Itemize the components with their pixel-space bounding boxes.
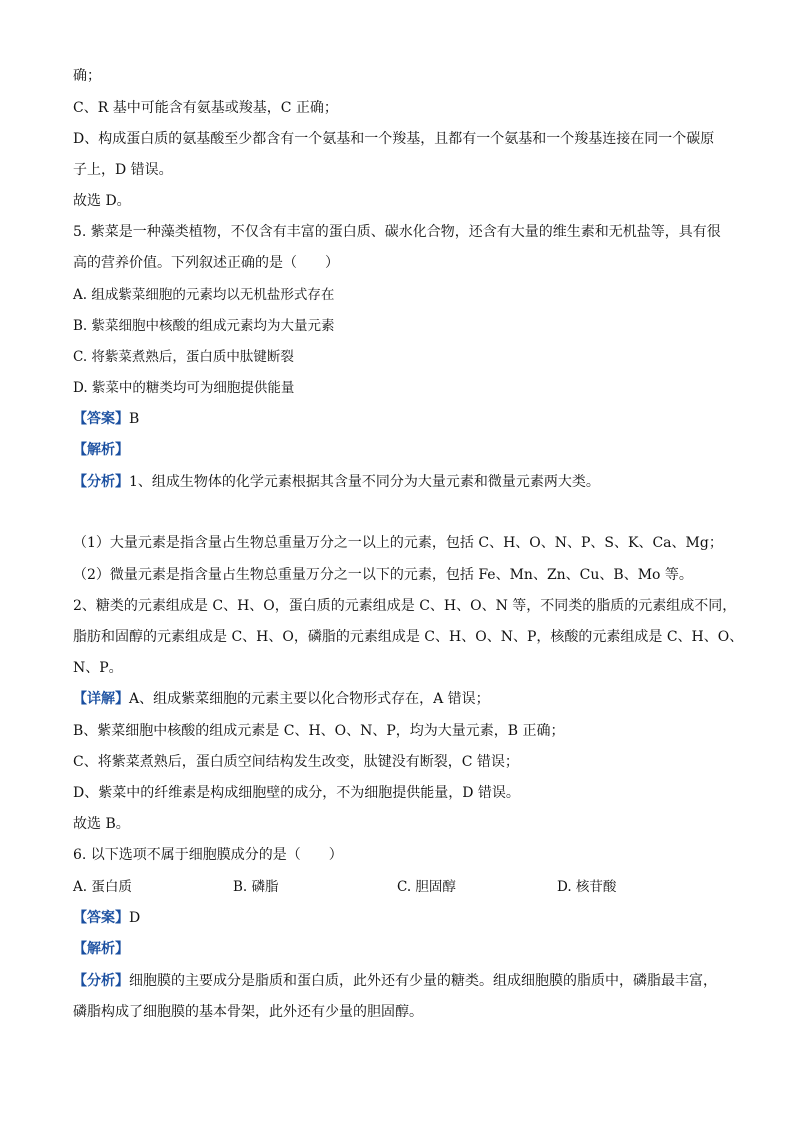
question-5-stem: 高的营养价值。下列叙述正确的是（ ） [73,255,339,271]
analysis-line: N、P。 [73,660,123,676]
question-6-option-b: B. 磷脂 [233,879,279,895]
fenxi-text: 细胞膜的主要成分是脂质和蛋白质，此外还有少量的糖类。组成细胞膜的脂质中，磷脂最丰富， [129,973,717,989]
question-5-option-c: C. 将紫菜煮熟后，蛋白质中肽键断裂 [73,349,294,365]
analysis-heading: 【解析】 [73,442,129,458]
answer-tag: 【答案】 [73,411,129,427]
analysis-heading: 【解析】 [73,941,129,957]
question-5-option-d: D. 紫菜中的糖类均可为细胞提供能量 [73,380,295,396]
analysis-line [73,971,717,991]
question-6-stem: 6. 以下选项不属于细胞膜成分的是（ ） [73,847,343,863]
analysis-line [73,472,600,492]
question-6-option-a: A. 蛋白质 [73,879,132,895]
answer-value: D [129,910,141,926]
choice-line: 故选 B。 [73,816,130,832]
analysis-line: 磷脂构成了细胞膜的基本骨架，此外还有少量的胆固醇。 [73,1004,423,1020]
analysis-line: 脂肪和固醇的元素组成是 C、H、O，磷脂的元素组成是 C、H、O、N、P，核酸的元素组成是 C、H、O、 [73,629,744,645]
answer-value: B [129,411,140,427]
question-6-option-c: C. 胆固醇 [397,879,456,895]
question-5-stem: 5. 紫菜是一种藻类植物，不仅含有丰富的蛋白质、碳水化合物，还含有大量的维生素和无机盐等，具有很 [73,224,721,240]
analysis-line: 2、糖类的元素组成是 C、H、O，蛋白质的元素组成是 C、H、O、N 等，不同类的脂质的元素组成不同， [73,598,737,614]
question-6-option-d: D. 核苷酸 [557,879,617,895]
detail-line: D、紫菜中的纤维素是构成细胞壁的成分，不为细胞提供能量，D 错误。 [73,785,520,801]
detail-line [73,689,490,709]
text-line: 确； [73,68,101,84]
detail-line: C、将紫菜煮熟后，蛋白质空间结构发生改变，肽键没有断裂，C 错误； [73,754,519,770]
analysis-line: （2）微量元素是指含量占生物总重量万分之一以下的元素，包括 Fe、Mn、Zn、Cu、B、Mo 等。 [73,567,693,583]
xiangjie-tag: 【详解】 [73,691,129,707]
analysis-line: （1）大量元素是指含量占生物总重量万分之一以上的元素，包括 C、H、O、N、P、S、K、Ca、Mg； [73,535,723,551]
question-5-option-b: B. 紫菜细胞中核酸的组成元素均为大量元素 [73,318,335,334]
detail-line: B、紫菜细胞中核酸的组成元素是 C、H、O、N、P，均为大量元素，B 正确； [73,723,565,739]
xiangjie-text: A、组成紫菜细胞的元素主要以化合物形式存在，A 错误； [129,691,490,707]
question-5-option-a: A. 组成紫菜细胞的元素均以无机盐形式存在 [73,287,335,303]
fenxi-text: 1、组成生物体的化学元素根据其含量不同分为大量元素和微量元素两大类。 [129,474,600,490]
question-6-options [73,877,733,897]
text-line: C、R 基中可能含有氨基或羧基，C 正确； [73,100,338,116]
fenxi-tag: 【分析】 [73,973,129,989]
answer-line [73,908,140,928]
answer-tag: 【答案】 [73,910,129,926]
text-line: D、构成蛋白质的氨基酸至少都含有一个氨基和一个羧基，且都有一个氨基和一个羧基连接在同一个碳原 [73,131,715,147]
text-line: 子上，D 错误。 [73,162,173,178]
text-line: 故选 D。 [73,193,131,209]
fenxi-tag: 【分析】 [73,474,129,490]
answer-line [73,409,139,429]
